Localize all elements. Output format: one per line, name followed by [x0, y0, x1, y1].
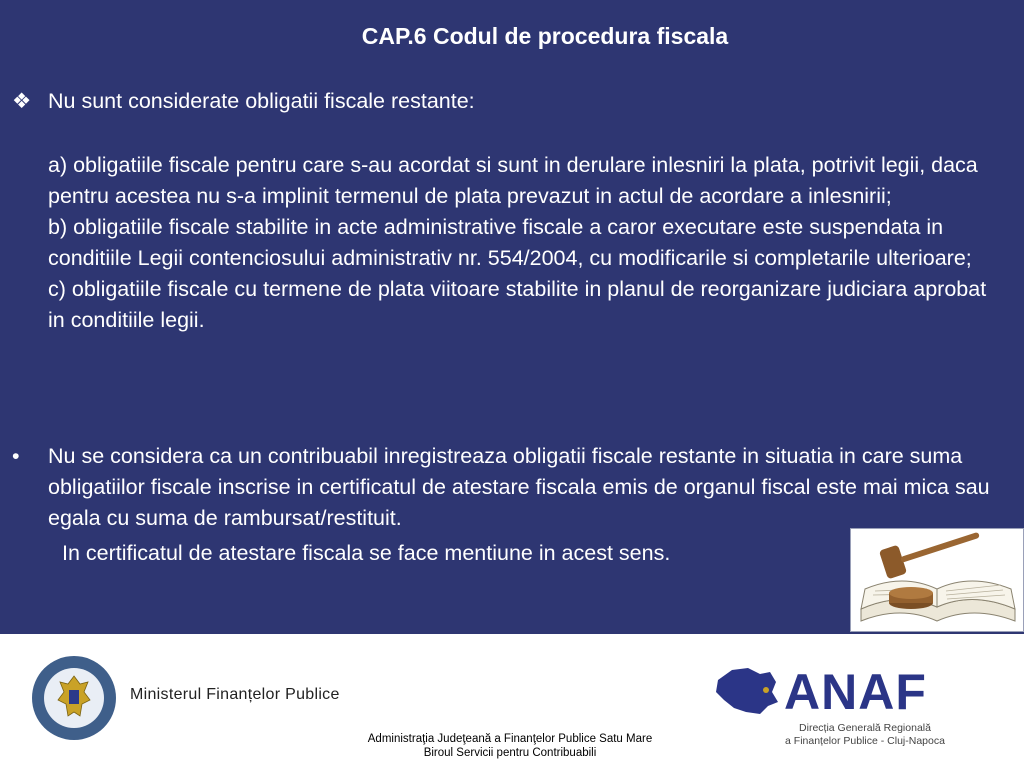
dot-bullet-icon: • — [12, 444, 20, 468]
dgr-line-1: Direcția Generală Regională — [799, 722, 931, 734]
list-item: c) obligatiile fiscale cu termene de plata viitoare stabilite in planul de reorganizare judiciara aprobat in conditiile legii. — [48, 277, 987, 332]
gavel-book-icon — [850, 528, 1024, 632]
ministry-name: Ministerul Finanțelor Publice — [130, 686, 340, 703]
regional-directorate — [775, 722, 955, 748]
coat-of-arms-icon — [30, 654, 118, 742]
slide-title: CAP.6 Codul de procedura fiscala — [361, 23, 729, 49]
intro-text: Nu sunt considerate obligatii fiscale restante: — [48, 89, 475, 113]
footer — [0, 634, 1024, 768]
office-name — [300, 732, 720, 760]
second-bullet — [12, 441, 1012, 534]
intro-bullet — [12, 86, 1012, 117]
list-item: b) obligatiile fiscale stabilite in acte administrative fiscale a caror executare este suspendata in conditiile Legii contenciosului administrativ nr. 554/2004, cu modificarile si completarile ulterioare; — [48, 215, 972, 270]
diamond-bullet-icon: ❖ — [12, 89, 32, 113]
closing-note: In certificatul de atestare fiscala se face mentiune in acest sens. — [62, 541, 671, 565]
exceptions-list — [48, 150, 1008, 336]
anaf-wordmark: ANAF — [784, 664, 927, 720]
dgr-line-2: a Finanțelor Publice - Cluj-Napoca — [785, 735, 945, 747]
anaf-logo — [714, 662, 959, 722]
office-line-1: Administraţia Judeţeană a Finanţelor Publice Satu Mare — [367, 733, 653, 745]
office-line-2: Biroul Servicii pentru Contribuabili — [423, 747, 597, 759]
second-text: Nu se considera ca un contribuabil inregistreaza obligatii fiscale restante in situatia in care suma obligatiilor fiscale inscrise in certificatul de atestare fiscala emis de organul fiscal este mai mica sau egala cu suma de rambursat/restituit. — [48, 444, 990, 530]
list-item: a) obligatiile fiscale pentru care s-au acordat si sunt in derulare inlesniri la plata, potrivit legii, daca pentru acestea nu s-a implinit termenul de plata prevazut in actul de acordare a inlesnirii; — [48, 153, 978, 208]
